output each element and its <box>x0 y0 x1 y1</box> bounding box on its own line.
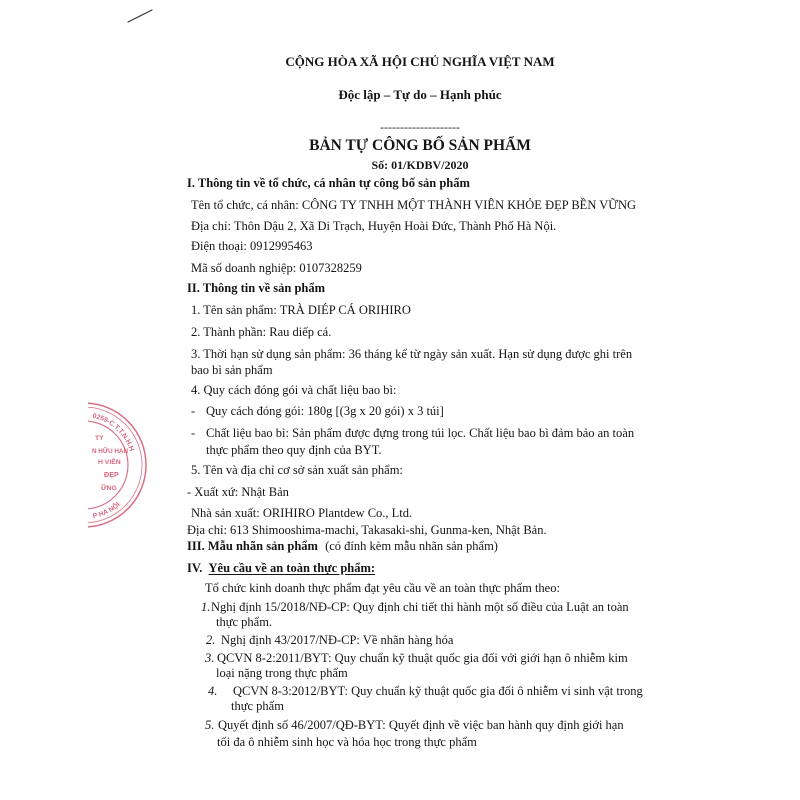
national-title: CỘNG HÒA XÃ HỘI CHỦ NGHĨA VIỆT NAM <box>285 54 555 69</box>
seal-bottom-text: P HÀ NỘI <box>92 501 122 521</box>
seal-outer-text: 0259-C.T.T.N.H.H <box>91 412 135 453</box>
section-4-row <box>187 560 375 576</box>
section-3-note: (có đính kèm mẫu nhãn sản phẩm) <box>325 539 498 553</box>
packaging-spec-row <box>191 403 631 419</box>
organization-address: Địa chỉ: Thôn Dậu 2, Xã Di Trạch, Huyện Hoài Đức, Thành Phố Hà Nội. <box>191 219 557 233</box>
seal-inner-line: ỮNG <box>101 485 117 492</box>
section-3-heading: III. Mẫu nhãn sản phẩm <box>187 539 318 553</box>
shelf-life-line-1: 3. Thời hạn sử dụng sản phẩm: 36 tháng kể từ ngày sản xuất. Hạn sử dụng được ghi trên <box>191 347 633 361</box>
packaging-material-line-2: thực phẩm theo quy định của BYT. <box>206 443 382 457</box>
document-title: BẢN TỰ CÔNG BỐ SẢN PHẨM <box>309 137 531 154</box>
section-4-intro: Tổ chức kinh doanh thực phẩm đạt yêu cầu về an toàn thực phẩm theo: <box>205 581 560 595</box>
organization-name: Tên tổ chức, cá nhân: CÔNG TY TNHH MỘT THÀNH VIÊN KHỎE ĐẸP BỀN VỮNG <box>191 198 637 212</box>
section-4-heading: Yêu cầu về an toàn thực phẩm: <box>208 561 376 575</box>
pen-stroke-mark <box>125 6 155 26</box>
regulation-number: 3. <box>205 651 215 665</box>
packaging-heading: 4. Quy cách đóng gói và chất liệu bao bì: <box>191 383 397 397</box>
regulation-number: 4. <box>208 684 218 698</box>
document-number: Số: 01/KDBV/2020 <box>371 158 469 172</box>
regulation-item-5 <box>205 717 675 733</box>
seal-inner-line: TY <box>95 435 104 442</box>
manufacturer-address: Địa chỉ: 613 Shimooshima-machi, Takasaki-shi, Gunma-ken, Nhật Bản. <box>187 523 547 537</box>
business-code: Mã số doanh nghiệp: 0107328259 <box>191 261 362 275</box>
bullet-dash: - <box>191 426 196 440</box>
product-name: 1. Tên sản phẩm: TRÀ DIÉP CÁ ORIHIRO <box>191 303 411 317</box>
section-2-heading: II. Thông tin về sản phẩm <box>187 281 326 295</box>
product-ingredients: 2. Thành phần: Rau diếp cá. <box>191 325 332 339</box>
regulation-text: Nghị định 15/2018/NĐ-CP: Quy định chi tiết thi hành một số điều của Luật an toàn <box>211 600 629 614</box>
packaging-material-line-1: Chất liệu bao bì: Sản phẩm được đựng trong túi lọc. Chất liệu bao bì đảm bảo an toàn <box>206 426 635 440</box>
header-separator: -------------------- <box>380 120 460 134</box>
national-motto: Độc lập – Tự do – Hạnh phúc <box>338 87 502 102</box>
regulation-item-3-line-2: loại nặng trong thực phẩm <box>216 666 348 680</box>
section-1-heading: I. Thông tin về tổ chức, cá nhân tự công bố sản phẩm <box>187 176 470 190</box>
regulation-number: 2. <box>206 633 216 647</box>
section-3-row <box>187 538 498 554</box>
regulation-text: QCVN 8-3:2012/BYT: Quy chuẩn kỹ thuật quốc gia đối ô nhiễm vi sinh vật trong <box>233 684 643 698</box>
manufacturer-name: Nhà sản xuất: ORIHIRO Plantdew Co., Ltd. <box>191 506 413 520</box>
seal-inner-line: H VIÊN <box>98 459 121 466</box>
manufacturer-heading: 5. Tên và địa chỉ cơ sở sản xuất sản phẩm: <box>191 463 403 477</box>
organization-phone: Điện thoại: 0912995463 <box>191 239 313 253</box>
regulation-item-4-line-2: thực phẩm <box>231 699 284 713</box>
regulation-text: QCVN 8-2:2011/BYT: Quy chuẩn kỹ thuật quốc gia đối với giới hạn ô nhiễm kim <box>217 651 628 665</box>
regulation-number: 1. <box>201 600 211 614</box>
regulation-item-1-line-2: thực phẩm. <box>216 615 273 629</box>
product-origin: - Xuất xứ: Nhật Bản <box>187 485 289 499</box>
regulation-item-4 <box>208 683 678 699</box>
regulation-text: Nghị định 43/2017/NĐ-CP: Về nhãn hàng hóa <box>221 633 454 647</box>
regulation-text: Quyết định số 46/2007/QĐ-BYT: Quyết định về việc ban hành quy định giới hạn <box>218 718 624 732</box>
section-4-number: IV. <box>187 561 203 575</box>
shelf-life-line-2: bao bì sản phẩm <box>191 363 273 377</box>
regulation-item-1 <box>201 599 661 615</box>
regulation-item-5-line-2: tối đa ô nhiễm sinh học và hóa học trong thực phẩm <box>217 735 477 749</box>
regulation-item-2 <box>206 632 506 648</box>
seal-inner-line: ĐẸP <box>104 470 119 479</box>
packaging-material-row <box>191 425 661 441</box>
seal-inner-line: N HỮU HẠN <box>92 448 129 455</box>
company-seal <box>88 400 150 534</box>
regulation-item-3 <box>205 650 665 666</box>
bullet-dash: - <box>191 404 196 418</box>
packaging-spec: Quy cách đóng gói: 180g [(3g x 20 gói) x 3 túi] <box>206 404 444 418</box>
regulation-number: 5. <box>205 718 215 732</box>
